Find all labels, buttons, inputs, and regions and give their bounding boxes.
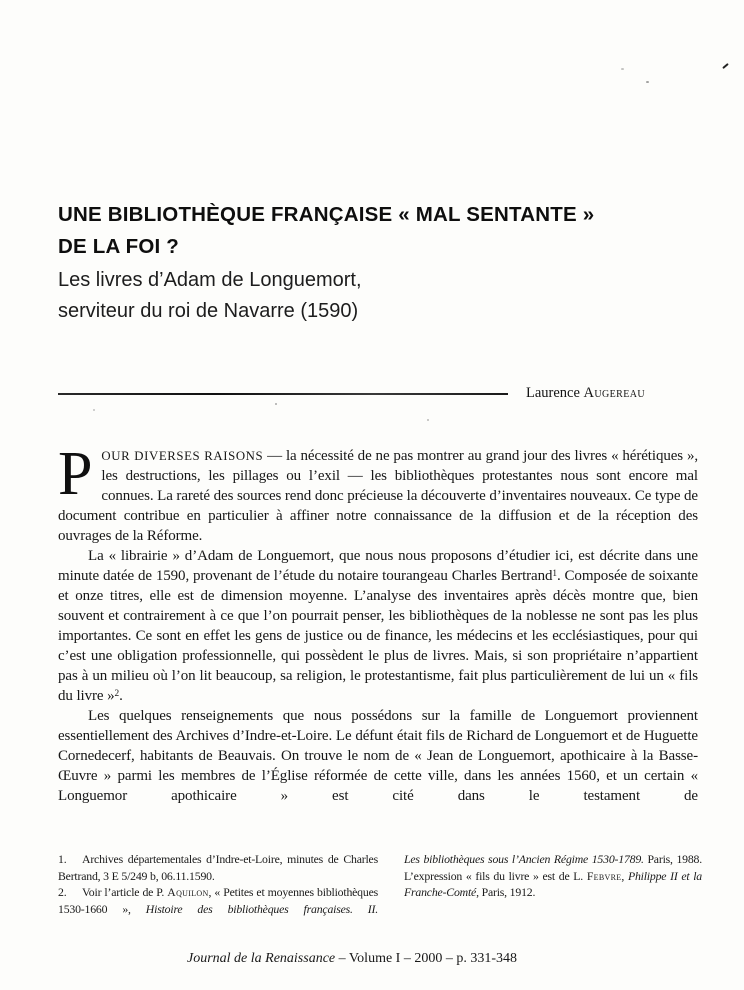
article-body	[58, 440, 699, 806]
footnote-ref-2: 2	[114, 688, 120, 699]
footnote-1-number: 1.	[58, 852, 67, 866]
paragraph-2-text-b: . Composée de soixante et onze titres, elle est de dimension moyenne. L’analyse des inventaires après décès montre que, bien souvent et contrairement à ce que l’on pourrait penser, les bibliothèques de la noblesse ne sont pas les plus importantes. Ce sont en effet les gens de justice ou de finance, les médecins et les ecclésiastiques, pour qui c’est une obligation professionnelle, qui possèdent le plus de livres. Mais, si son propriétaire n’appartient pas à un milieu où l’on lit beaucoup, sa religion, le protestantisme, fait plus particulièrement de lui un « fils du livre »	[58, 568, 698, 704]
drop-cap: P	[58, 440, 93, 508]
footnote-2-book-2-italic: Philippe II et la Franche-Comté	[404, 868, 702, 900]
footnote-2-text-c: Paris, 1988. L’expression « fils du livre » est de L.	[404, 852, 702, 883]
footnote-1	[58, 851, 378, 884]
article-title-line-1: UNE BIBLIOTHÈQUE FRANÇAISE « MAL SENTANTE »	[58, 203, 595, 226]
footnotes-column-left	[58, 851, 378, 917]
article-header	[58, 199, 703, 327]
scan-speck	[93, 409, 95, 411]
footnote-2-text-a: Voir l’article de P.	[82, 885, 168, 900]
article-subtitle	[58, 265, 703, 327]
journal-footer	[0, 951, 704, 967]
footnote-2-text-b: , « Petites et moyennes bibliothèques 1530-1660 »,	[58, 885, 379, 916]
author-row	[58, 385, 645, 402]
paragraph-2-text-c: .	[119, 688, 123, 704]
footnote-2-continuation	[404, 851, 702, 901]
footnotes-column-right	[404, 851, 702, 917]
footnotes	[58, 851, 702, 917]
article-subtitle-line-1: Les livres d’Adam de Longuemort,	[58, 269, 362, 291]
author-given-name: Laurence	[525, 385, 584, 401]
footnote-ref-1: 1	[552, 568, 557, 579]
author-family-name: Augereau	[583, 385, 645, 401]
footnote-2-text-e: , Paris, 1912.	[476, 885, 536, 900]
paragraph-3-text: Les quelques renseignements que nous possédons sur la famille de Longuemort proviennent essentiellement des Archives d’Indre-et-Loire. Le défunt était fils de Richard de Longuemort et de Huguette Cornedecerf, habitants de Beauvais. On trouve le nom de « Jean de Longuemort, apothicaire à la Basse-Œuvre » parmi les membres de l’Église réformée de cette ville, dans les années 1560, et un certain « Longuemor apothicaire » est cité dans le testament de	[58, 708, 698, 804]
scan-speck	[722, 63, 729, 69]
paragraph-2-text-a: La « librairie » d’Adam de Longuemort, que nous nous proposons d’étudier ici, est décrite dans une minute datée de 1590, provenant de l’étude du notaire tourangeau Charles Bertrand	[58, 548, 698, 584]
lead-small-caps: OUR DIVERSES RAISONS	[101, 449, 264, 463]
footnote-2-author-2-smallcaps: Febvre	[586, 868, 622, 883]
paragraph-1	[58, 440, 699, 546]
paragraph-1-text: — la nécessité de ne pas montrer au grand jour des livres « hérétiques », les destructions, les pillages ou l’exil — les bibliothèques protestantes nous sont encore mal connues. La rareté des sources rend donc précieuse la découverte d’inventaires nouveaux. Ce type de document contribue en particulier à affiner notre connaissance de la diffusion et de la réception des ouvrages de la Réforme.	[58, 448, 699, 544]
footnote-2-book-subtitle-italic: Les bibliothèques sous l’Ancien Régime 1530-1789.	[404, 852, 644, 866]
paragraph-3	[58, 706, 698, 806]
footnote-2	[58, 884, 378, 917]
article-subtitle-line-2: serviteur du roi de Navarre (1590)	[58, 300, 359, 322]
author-name	[526, 385, 645, 402]
scan-speck	[275, 403, 277, 405]
paragraph-2	[58, 546, 698, 706]
journal-footer-volume-pages: – Volume I – 2000 – p. 331-348	[335, 951, 517, 966]
footnote-2-author-smallcaps: Aquilon	[167, 885, 209, 900]
journal-name-italic: Journal de la Renaissance	[186, 951, 336, 966]
footnote-2-text-d: ,	[621, 868, 628, 883]
scan-speck	[621, 68, 624, 70]
author-rule	[58, 393, 508, 395]
footnote-2-number: 2.	[58, 885, 67, 900]
article-title-line-2: DE LA FOI ?	[58, 235, 180, 258]
footnote-1-text: Archives départementales d’Indre-et-Loire, minutes de Charles Bertrand, 3 E 5/249 b, 06.11.1590.	[58, 852, 378, 883]
scan-speck	[646, 81, 649, 83]
footnote-2-book-title-italic: Histoire des bibliothèques françaises. II.	[145, 901, 379, 916]
scan-speck	[427, 419, 429, 421]
